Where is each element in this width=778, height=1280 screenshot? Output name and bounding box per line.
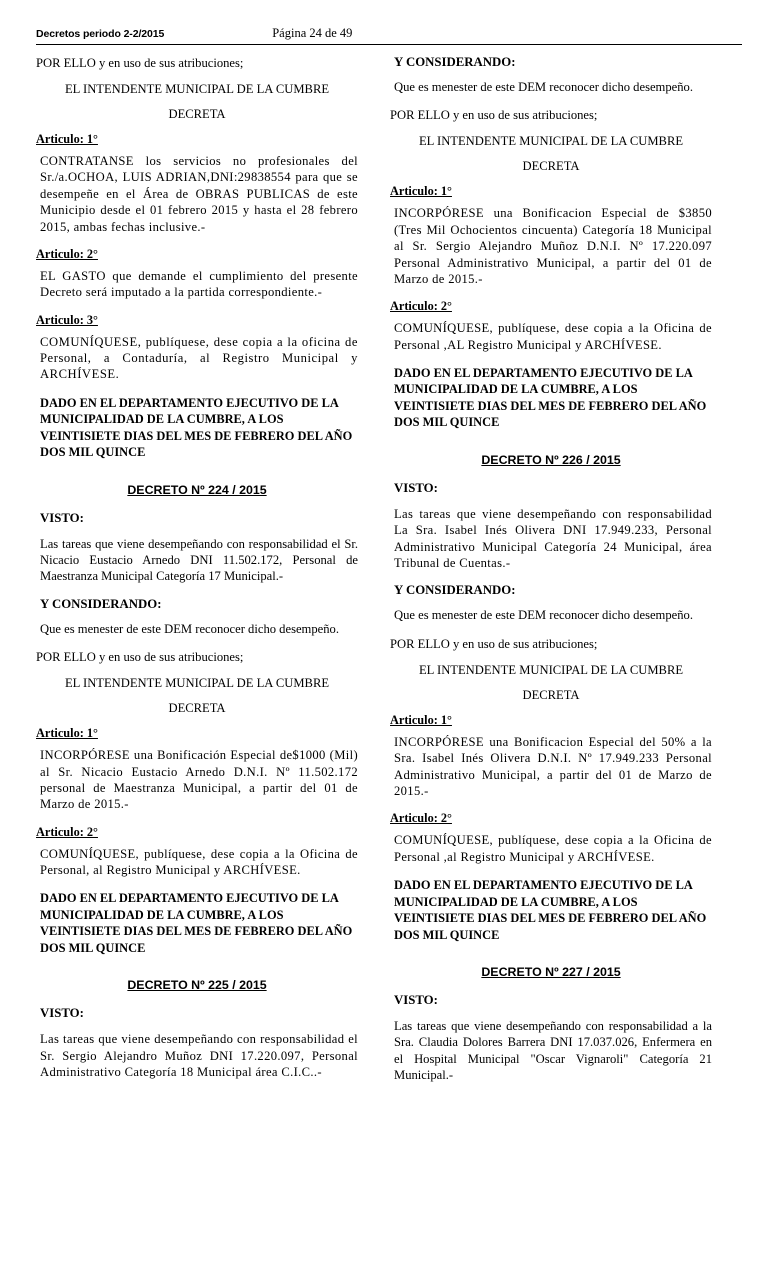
two-column-body (36, 55, 742, 1095)
article-label-2: Articulo: 2° (36, 246, 98, 261)
considerando-top-label: Y CONSIDERANDO: (394, 55, 516, 69)
considerando-226-body: Que es menester de este DEM reconocer dicho desempeño. (394, 608, 693, 623)
decreto-226-title: DECRETO Nº 226 / 2015 (481, 452, 621, 467)
page-number: Página 24 de 49 (272, 26, 353, 40)
considerando-226-label: Y CONSIDERANDO: (394, 583, 516, 598)
considerando-224-body: Que es menester de este DEM reconocer dicho desempeño. (40, 621, 339, 636)
decreta-line: DECRETA (168, 107, 226, 122)
article-body-225-2: COMUNÍQUESE, publíquese, dese copia a la Oficina de Personal ,AL Registro Municipal y ARCHÍVESE. (394, 321, 712, 352)
article-label-226-2: Articulo: 2° (390, 811, 452, 826)
dado-block-226: DADO EN EL DEPARTAMENTO EJECUTIVO DE LA MUNICIPALIDAD DE LA CUMBRE, A LOS VEINTISIETE DIAS DEL MES DE FEBRERO DEL AÑO DOS MIL QUINCE (394, 878, 707, 942)
article-label-225-1: Articulo: 1° (390, 184, 452, 199)
article-body-224-2: COMUNÍQUESE, publíquese, dese copia a la Oficina de Personal, al Registro Municipal y ARCHÍVESE. (40, 846, 358, 878)
visto-227-label: VISTO: (394, 993, 438, 1008)
por-ello-224: POR ELLO y en uso de sus atribuciones; (36, 650, 244, 665)
left-column (36, 55, 358, 1095)
article-body-226-1: INCORPÓRESE una Bonificacion Especial del 50% a la Sra. Isabel Inés Olivera D.N.I. Nº 17.949.233 Personal Administrativo Municipal, a partir del 01 de Marzo de 2015.- (394, 734, 712, 798)
article-body-225-1: INCORPÓRESE una Bonificacion Especial de $3850 (Tres Mil Ochocientos cincuenta) Categoría 18 Municipal al Sr. Sergio Alejandro Muñoz D.N.I. Nº 17.220.097 Personal Administrativo Municipal, a partir del 01 de Marzo de 2015.- (394, 206, 712, 286)
right-column (390, 55, 712, 1095)
decreta-top: DECRETA (522, 159, 580, 174)
article-label-3: Articulo: 3° (36, 312, 98, 327)
intendente-top: EL INTENDENTE MUNICIPAL DE LA CUMBRE (418, 134, 684, 149)
por-ello-paragraph: POR ELLO y en uso de sus atribuciones; (36, 56, 244, 70)
visto-227-body: Las tareas que viene desempeñando con responsabilidad a la Sra. Claudia Dolores Barrera DNI 17.037.026, Enfermera en el Hospital Municipal "Oscar Vignaroli" Categoría 21 Municipal.- (394, 1019, 712, 1083)
considerando-224-label: Y CONSIDERANDO: (40, 596, 162, 611)
decreto-224-title: DECRETO Nº 224 / 2015 (127, 482, 267, 497)
visto-226-body: Las tareas que viene desempeñando con responsabilidad La Sra. Isabel Inés Olivera DNI 17.949.233, Personal Administrativo Municipal Categoría 24 Municipal, área Tribunal de Cuentas.- (394, 506, 712, 571)
article-label-224-2: Articulo: 2° (36, 824, 98, 839)
considerando-top-body: Que es menester de este DEM reconocer dicho desempeño. (394, 80, 693, 94)
article-label-1: Articulo: 1° (36, 132, 98, 147)
visto-224-body: Las tareas que viene desempeñando con responsabilidad el Sr. Nicacio Eustacio Arnedo DNI 11.502.172, Personal de Maestranza Municipal Categoría 17 Municipal.- (40, 536, 358, 584)
visto-225-label: VISTO: (40, 1006, 84, 1021)
article-body-224-1: INCORPÓRESE una Bonificación Especial de$1000 (Mil) al Sr. Nicacio Eustacio Arnedo D.N.I. Nº 11.502.172 personal de Maestranza Municipal, a partir del 01 de Marzo de 2015.- (40, 748, 358, 812)
por-ello-top: POR ELLO y en uso de sus atribuciones; (390, 108, 598, 123)
article-label-226-1: Articulo: 1° (390, 712, 452, 727)
dado-block-225: DADO EN EL DEPARTAMENTO EJECUTIVO DE LA MUNICIPALIDAD DE LA CUMBRE, A LOS VEINTISIETE DIAS DEL MES DE FEBRERO DEL AÑO DOS MIL QUINCE (394, 365, 707, 430)
intendente-226: EL INTENDENTE MUNICIPAL DE LA CUMBRE (418, 662, 684, 677)
intendente-224: EL INTENDENTE MUNICIPAL DE LA CUMBRE (64, 676, 330, 691)
visto-226-label: VISTO: (394, 480, 438, 495)
visto-224-label: VISTO: (40, 510, 84, 525)
article-label-224-1: Articulo: 1° (36, 726, 98, 741)
article-body-1: CONTRATANSE los servicios no profesionales del Sr./a.OCHOA, LUIS ADRIAN,DNI:29838554 para que se desempeñe en el Área de OBRAS PUBLICAS de este Municipio desde el 01 febrero 2015 y hasta el 28 febrero 2015, ambas fechas inclusive.- (40, 154, 358, 234)
page-header (36, 26, 742, 45)
dado-block: DADO EN EL DEPARTAMENTO EJECUTIVO DE LA MUNICIPALIDAD DE LA CUMBRE, A LOS VEINTISIETE DIAS DEL MES DE FEBRERO DEL AÑO DOS MIL QUINCE (40, 395, 353, 460)
article-body-2: EL GASTO que demande el cumplimiento del presente Decreto será imputado a la partida correspondiente.- (40, 268, 358, 300)
por-ello-226: POR ELLO y en uso de sus atribuciones; (390, 636, 598, 651)
decreto-227-title: DECRETO Nº 227 / 2015 (481, 965, 621, 980)
article-body-226-2: COMUNÍQUESE, publíquese, dese copia a la Oficina de Personal ,al Registro Municipal y ARCHÍVESE. (394, 833, 712, 864)
article-label-225-2: Articulo: 2° (390, 299, 452, 314)
decreta-226: DECRETA (522, 687, 580, 702)
intendente-line: EL INTENDENTE MUNICIPAL DE LA CUMBRE (64, 82, 330, 97)
visto-225-body: Las tareas que viene desempeñando con responsabilidad el Sr. Sergio Alejandro Muñoz DNI 17.220.097, Personal Administrativo Categoría 18 Municipal área C.I.C..- (40, 1032, 358, 1080)
decreta-224: DECRETA (168, 701, 226, 716)
article-body-3: COMUNÍQUESE, publíquese, dese copia a la oficina de Personal, a Contaduría, al Registro Municipal y ARCHÍVESE. (40, 334, 358, 382)
dado-block-224: DADO EN EL DEPARTAMENTO EJECUTIVO DE LA MUNICIPALIDAD DE LA CUMBRE, A LOS VEINTISIETE DIAS DEL MES DE FEBRERO DEL AÑO DOS MIL QUINCE (40, 891, 353, 955)
decreto-225-title: DECRETO Nº 225 / 2015 (127, 978, 267, 993)
document-title: Decretos periodo 2-2/2015 (36, 28, 165, 40)
